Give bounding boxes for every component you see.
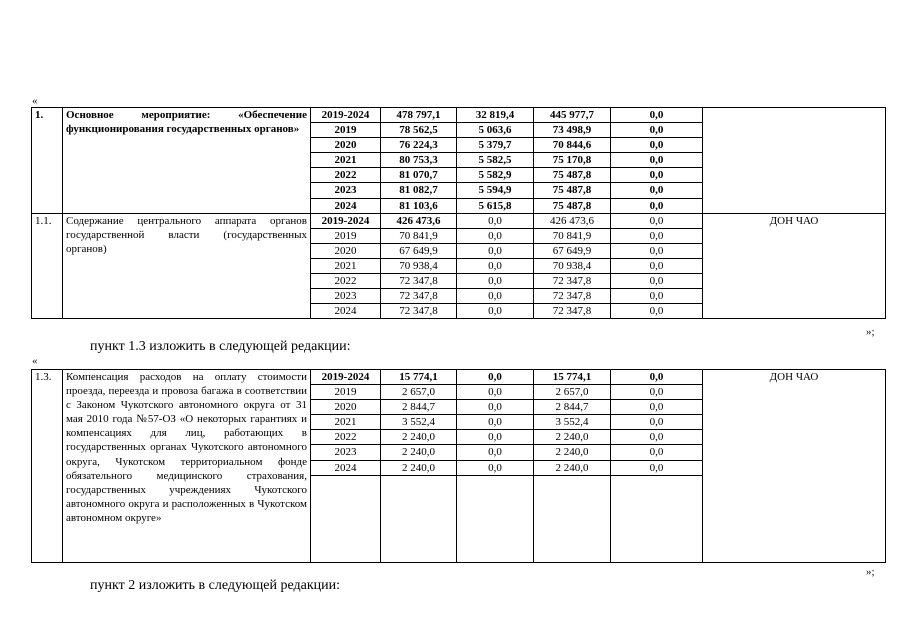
federal-budget-cell: 0,0: [457, 415, 534, 430]
period-cell: 2024: [311, 198, 381, 213]
other-sources-cell: 0,0: [611, 415, 703, 430]
instruction-paragraph-1: пункт 1.3 изложить в следующей редакции:: [90, 339, 351, 354]
period-cell: 2020: [311, 243, 381, 258]
other-sources-cell: 0,0: [611, 289, 703, 304]
period-cell: 2022: [311, 274, 381, 289]
other-sources-cell: 0,0: [611, 243, 703, 258]
period-cell: 2023: [311, 445, 381, 460]
close-quote-1: »;: [866, 326, 875, 338]
table-program-1: [31, 107, 886, 319]
period-cell: 2021: [311, 415, 381, 430]
regional-budget-cell: 72 347,8: [534, 289, 611, 304]
federal-budget-cell: 5 615,8: [457, 198, 534, 213]
period-cell: 2020: [311, 138, 381, 153]
total-cell: 426 473,6: [381, 213, 457, 228]
total-cell: 2 240,0: [381, 460, 457, 475]
total-cell: 72 347,8: [381, 274, 457, 289]
federal-budget-cell: 0,0: [457, 460, 534, 475]
empty-cell: [381, 475, 457, 562]
total-cell: 81 070,7: [381, 168, 457, 183]
federal-budget-cell: 0,0: [457, 213, 534, 228]
total-cell: 70 841,9: [381, 228, 457, 243]
executor-cell: [703, 108, 886, 214]
regional-budget-cell: 15 774,1: [534, 370, 611, 385]
federal-budget-cell: 0,0: [457, 228, 534, 243]
period-cell: 2019-2024: [311, 213, 381, 228]
period-cell: 2022: [311, 168, 381, 183]
period-cell: 2019: [311, 228, 381, 243]
total-cell: 15 774,1: [381, 370, 457, 385]
close-quote-2: »;: [866, 566, 875, 578]
table-row: [32, 108, 886, 123]
regional-budget-cell: 3 552,4: [534, 415, 611, 430]
regional-budget-cell: 2 240,0: [534, 445, 611, 460]
instruction-paragraph-2: пункт 2 изложить в следующей редакции:: [90, 578, 340, 593]
period-cell: 2019-2024: [311, 108, 381, 123]
other-sources-cell: 0,0: [611, 123, 703, 138]
regional-budget-cell: 445 977,7: [534, 108, 611, 123]
period-cell: 2023: [311, 183, 381, 198]
other-sources-cell: 0,0: [611, 445, 703, 460]
federal-budget-cell: 0,0: [457, 400, 534, 415]
other-sources-cell: 0,0: [611, 258, 703, 273]
federal-budget-cell: 0,0: [457, 385, 534, 400]
other-sources-cell: 0,0: [611, 304, 703, 319]
total-cell: 2 240,0: [381, 445, 457, 460]
other-sources-cell: 0,0: [611, 430, 703, 445]
other-sources-cell: 0,0: [611, 228, 703, 243]
period-cell: 2020: [311, 400, 381, 415]
federal-budget-cell: 5 379,7: [457, 138, 534, 153]
total-cell: 76 224,3: [381, 138, 457, 153]
regional-budget-cell: 67 649,9: [534, 243, 611, 258]
item-name: Содержание центрального аппарата органов государственной власти (государственных органов): [63, 213, 311, 319]
regional-budget-cell: 72 347,8: [534, 274, 611, 289]
other-sources-cell: 0,0: [611, 460, 703, 475]
executor-cell: ДОН ЧАО: [703, 370, 886, 563]
empty-cell: [611, 475, 703, 562]
regional-budget-cell: 426 473,6: [534, 213, 611, 228]
period-cell: 2019-2024: [311, 370, 381, 385]
period-cell: 2019: [311, 123, 381, 138]
table-row: [32, 370, 886, 385]
federal-budget-cell: 5 582,5: [457, 153, 534, 168]
other-sources-cell: 0,0: [611, 108, 703, 123]
federal-budget-cell: 0,0: [457, 445, 534, 460]
federal-budget-cell: 0,0: [457, 274, 534, 289]
item-name: Компенсация расходов на оплату стоимости проезда, переезда и провоза багажа в соответствии с Законом Чукотского автономного округа от 31 мая 2010 года №57-ОЗ «О некоторых гарантиях и компенсациях для лиц, работающих в государственных органах Чукотского автономного округа, Чукотском территориальном фонде обязательного медицинского страхования, государственных учреждениях Чукотского автономного округа и расположенных в Чукотском автономном округе»: [63, 370, 311, 563]
federal-budget-cell: 5 582,9: [457, 168, 534, 183]
item-name: Основное мероприятие: «Обеспечение функционирования государственных органов»: [63, 108, 311, 214]
federal-budget-cell: 0,0: [457, 289, 534, 304]
table-program-2: [31, 369, 886, 563]
total-cell: 81 103,6: [381, 198, 457, 213]
open-quote-1: «: [32, 95, 38, 107]
regional-budget-cell: 70 844,6: [534, 138, 611, 153]
total-cell: 67 649,9: [381, 243, 457, 258]
period-cell: 2021: [311, 153, 381, 168]
total-cell: 2 657,0: [381, 385, 457, 400]
period-cell: 2024: [311, 460, 381, 475]
federal-budget-cell: 0,0: [457, 370, 534, 385]
regional-budget-cell: 75 487,8: [534, 198, 611, 213]
regional-budget-cell: 2 844,7: [534, 400, 611, 415]
federal-budget-cell: 5 063,6: [457, 123, 534, 138]
other-sources-cell: 0,0: [611, 138, 703, 153]
item-number: 1.3.: [32, 370, 63, 563]
empty-cell: [457, 475, 534, 562]
regional-budget-cell: 75 487,8: [534, 168, 611, 183]
regional-budget-cell: 75 487,8: [534, 183, 611, 198]
empty-cell: [311, 475, 381, 562]
total-cell: 80 753,3: [381, 153, 457, 168]
regional-budget-cell: 72 347,8: [534, 304, 611, 319]
other-sources-cell: 0,0: [611, 400, 703, 415]
federal-budget-cell: 32 819,4: [457, 108, 534, 123]
regional-budget-cell: 70 938,4: [534, 258, 611, 273]
period-cell: 2023: [311, 289, 381, 304]
regional-budget-cell: 2 240,0: [534, 460, 611, 475]
other-sources-cell: 0,0: [611, 153, 703, 168]
total-cell: 478 797,1: [381, 108, 457, 123]
total-cell: 70 938,4: [381, 258, 457, 273]
total-cell: 72 347,8: [381, 289, 457, 304]
regional-budget-cell: 73 498,9: [534, 123, 611, 138]
total-cell: 81 082,7: [381, 183, 457, 198]
regional-budget-cell: 2 240,0: [534, 430, 611, 445]
total-cell: 2 240,0: [381, 430, 457, 445]
other-sources-cell: 0,0: [611, 213, 703, 228]
other-sources-cell: 0,0: [611, 183, 703, 198]
total-cell: 3 552,4: [381, 415, 457, 430]
empty-cell: [534, 475, 611, 562]
federal-budget-cell: 0,0: [457, 430, 534, 445]
regional-budget-cell: 70 841,9: [534, 228, 611, 243]
period-cell: 2019: [311, 385, 381, 400]
executor-cell: ДОН ЧАО: [703, 213, 886, 319]
regional-budget-cell: 2 657,0: [534, 385, 611, 400]
period-cell: 2024: [311, 304, 381, 319]
period-cell: 2022: [311, 430, 381, 445]
federal-budget-cell: 0,0: [457, 243, 534, 258]
other-sources-cell: 0,0: [611, 385, 703, 400]
period-cell: 2021: [311, 258, 381, 273]
open-quote-2: «: [32, 355, 38, 367]
federal-budget-cell: 0,0: [457, 304, 534, 319]
total-cell: 2 844,7: [381, 400, 457, 415]
regional-budget-cell: 75 170,8: [534, 153, 611, 168]
table-row: [32, 213, 886, 228]
other-sources-cell: 0,0: [611, 168, 703, 183]
item-number: 1.1.: [32, 213, 63, 319]
item-number: 1.: [32, 108, 63, 214]
total-cell: 72 347,8: [381, 304, 457, 319]
other-sources-cell: 0,0: [611, 274, 703, 289]
federal-budget-cell: 0,0: [457, 258, 534, 273]
other-sources-cell: 0,0: [611, 370, 703, 385]
federal-budget-cell: 5 594,9: [457, 183, 534, 198]
other-sources-cell: 0,0: [611, 198, 703, 213]
total-cell: 78 562,5: [381, 123, 457, 138]
